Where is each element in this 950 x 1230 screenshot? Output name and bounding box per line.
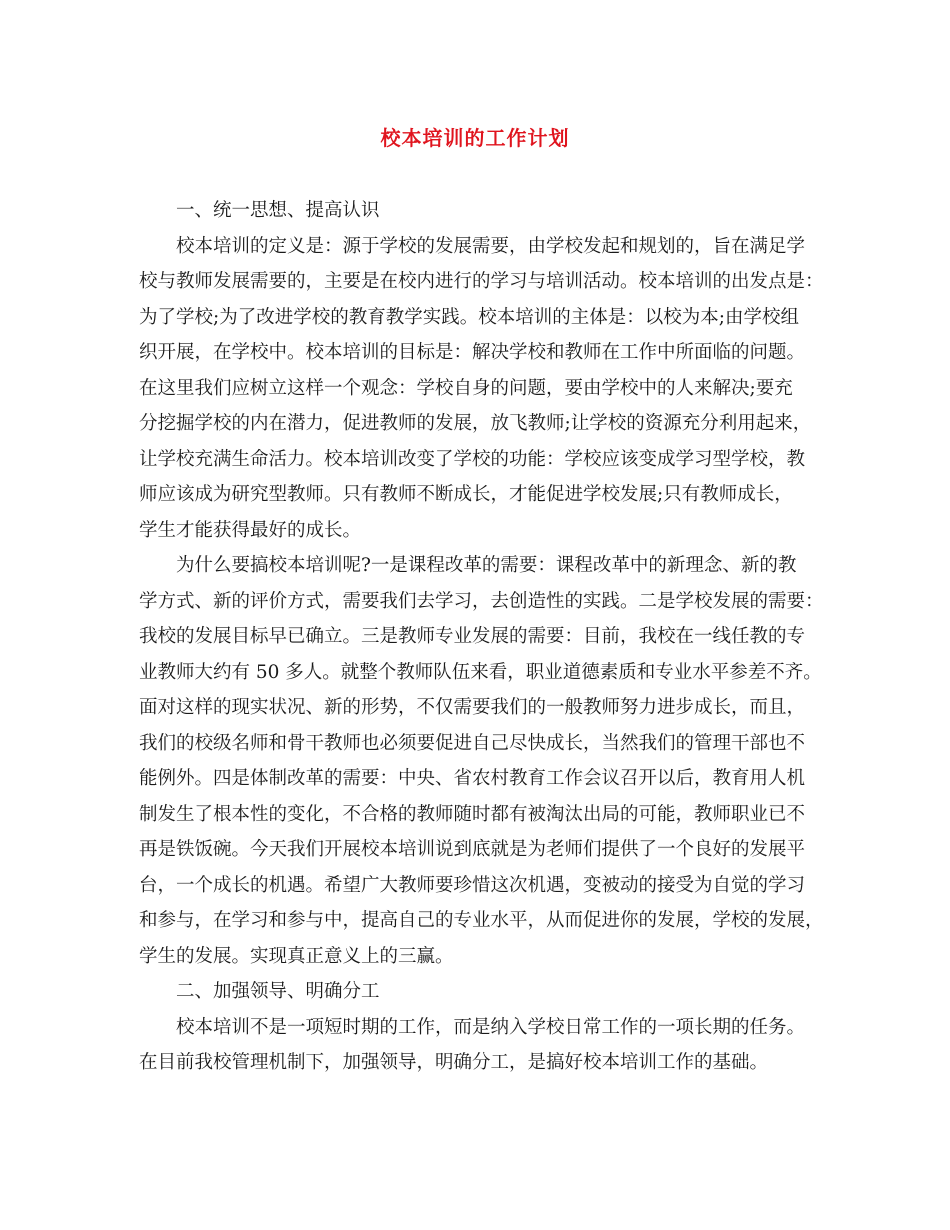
- text-line: 业教师大约有 50 多人。就整个教师队伍来看，职业道德素质和专业水平参差不齐。: [139, 661, 822, 683]
- text-line: 台，一个成长的机遇。希望广大教师要珍惜这次机遇，变被动的接受为自觉的学习: [139, 874, 806, 896]
- text-line: 校本培训的定义是：源于学校的发展需要，由学校发起和规划的，旨在满足学: [176, 235, 806, 257]
- text-line: 我们的校级名师和骨干教师也必须要促进自己尽快成长，当然我们的管理干部也不: [139, 732, 806, 754]
- section-heading: 二、加强领导、明确分工: [176, 981, 380, 1002]
- text-line: 学方式、新的评价方式，需要我们去学习，去创造性的实践。二是学校发展的需要：: [139, 590, 824, 612]
- text-line: 分挖掘学校的内在潜力，促进教师的发展，放飞教师;让学校的资源充分利用起来，: [139, 413, 812, 434]
- text-line: 校本培训不是一项短时期的工作，而是纳入学校日常工作的一项长期的任务。: [176, 1016, 806, 1038]
- text-line: 在这里我们应树立这样一个观念：学校自身的问题，要由学校中的人来解决;要充: [139, 377, 793, 399]
- document-title: 校本培训的工作计划: [380, 126, 570, 150]
- text-line: 面对这样的现实状况、新的形势，不仅需要我们的一般教师努力进步成长，而且，: [139, 697, 806, 718]
- section-heading: 一、统一思想、提高认识: [176, 200, 380, 221]
- text-line: 能例外。四是体制改革的需要：中央、省农村教育工作会议召开以后，教育用人机: [139, 768, 806, 789]
- text-line: 我校的发展目标早已确立。三是教师专业发展的需要：目前，我校在一线任教的专: [139, 626, 806, 647]
- text-line: 学生的发展。实现真正意义上的三赢。: [139, 945, 454, 967]
- text-line: 为什么要搞校本培训呢?一是课程改革的需要：课程改革中的新理念、新的教: [176, 555, 797, 576]
- text-line: 和参与，在学习和参与中，提高自己的专业水平，从而促进你的发展，学校的发展，: [139, 910, 824, 931]
- text-line: 为了学校;为了改进学校的教育教学实践。校本培训的主体是：以校为本;由学校组: [139, 306, 799, 328]
- text-line: 让学校充满生命活力。校本培训改变了学校的功能：学校应该变成学习型学校，教: [139, 448, 806, 470]
- text-line: 师应该成为研究型教师。只有教师不断成长，才能促进学校发展;只有教师成长，: [139, 484, 793, 505]
- text-line: 校与教师发展需要的，主要是在校内进行的学习与培训活动。校本培训的出发点是：: [139, 271, 824, 292]
- text-line: 织开展，在学校中。校本培训的目标是：解决学校和教师在工作中所面临的问题。: [139, 342, 806, 363]
- text-line: 再是铁饭碗。今天我们开展校本培训说到底就是为老师们提供了一个良好的发展平: [139, 839, 806, 860]
- text-line: 在目前我校管理机制下，加强领导，明确分工，是搞好校本培训工作的基础。: [139, 1052, 769, 1073]
- text-line: 制发生了根本性的变化，不合格的教师随时都有被淘汰出局的可能，教师职业已不: [139, 803, 806, 825]
- document-body: [139, 193, 822, 1081]
- text-line: 学生才能获得最好的成长。: [139, 519, 362, 541]
